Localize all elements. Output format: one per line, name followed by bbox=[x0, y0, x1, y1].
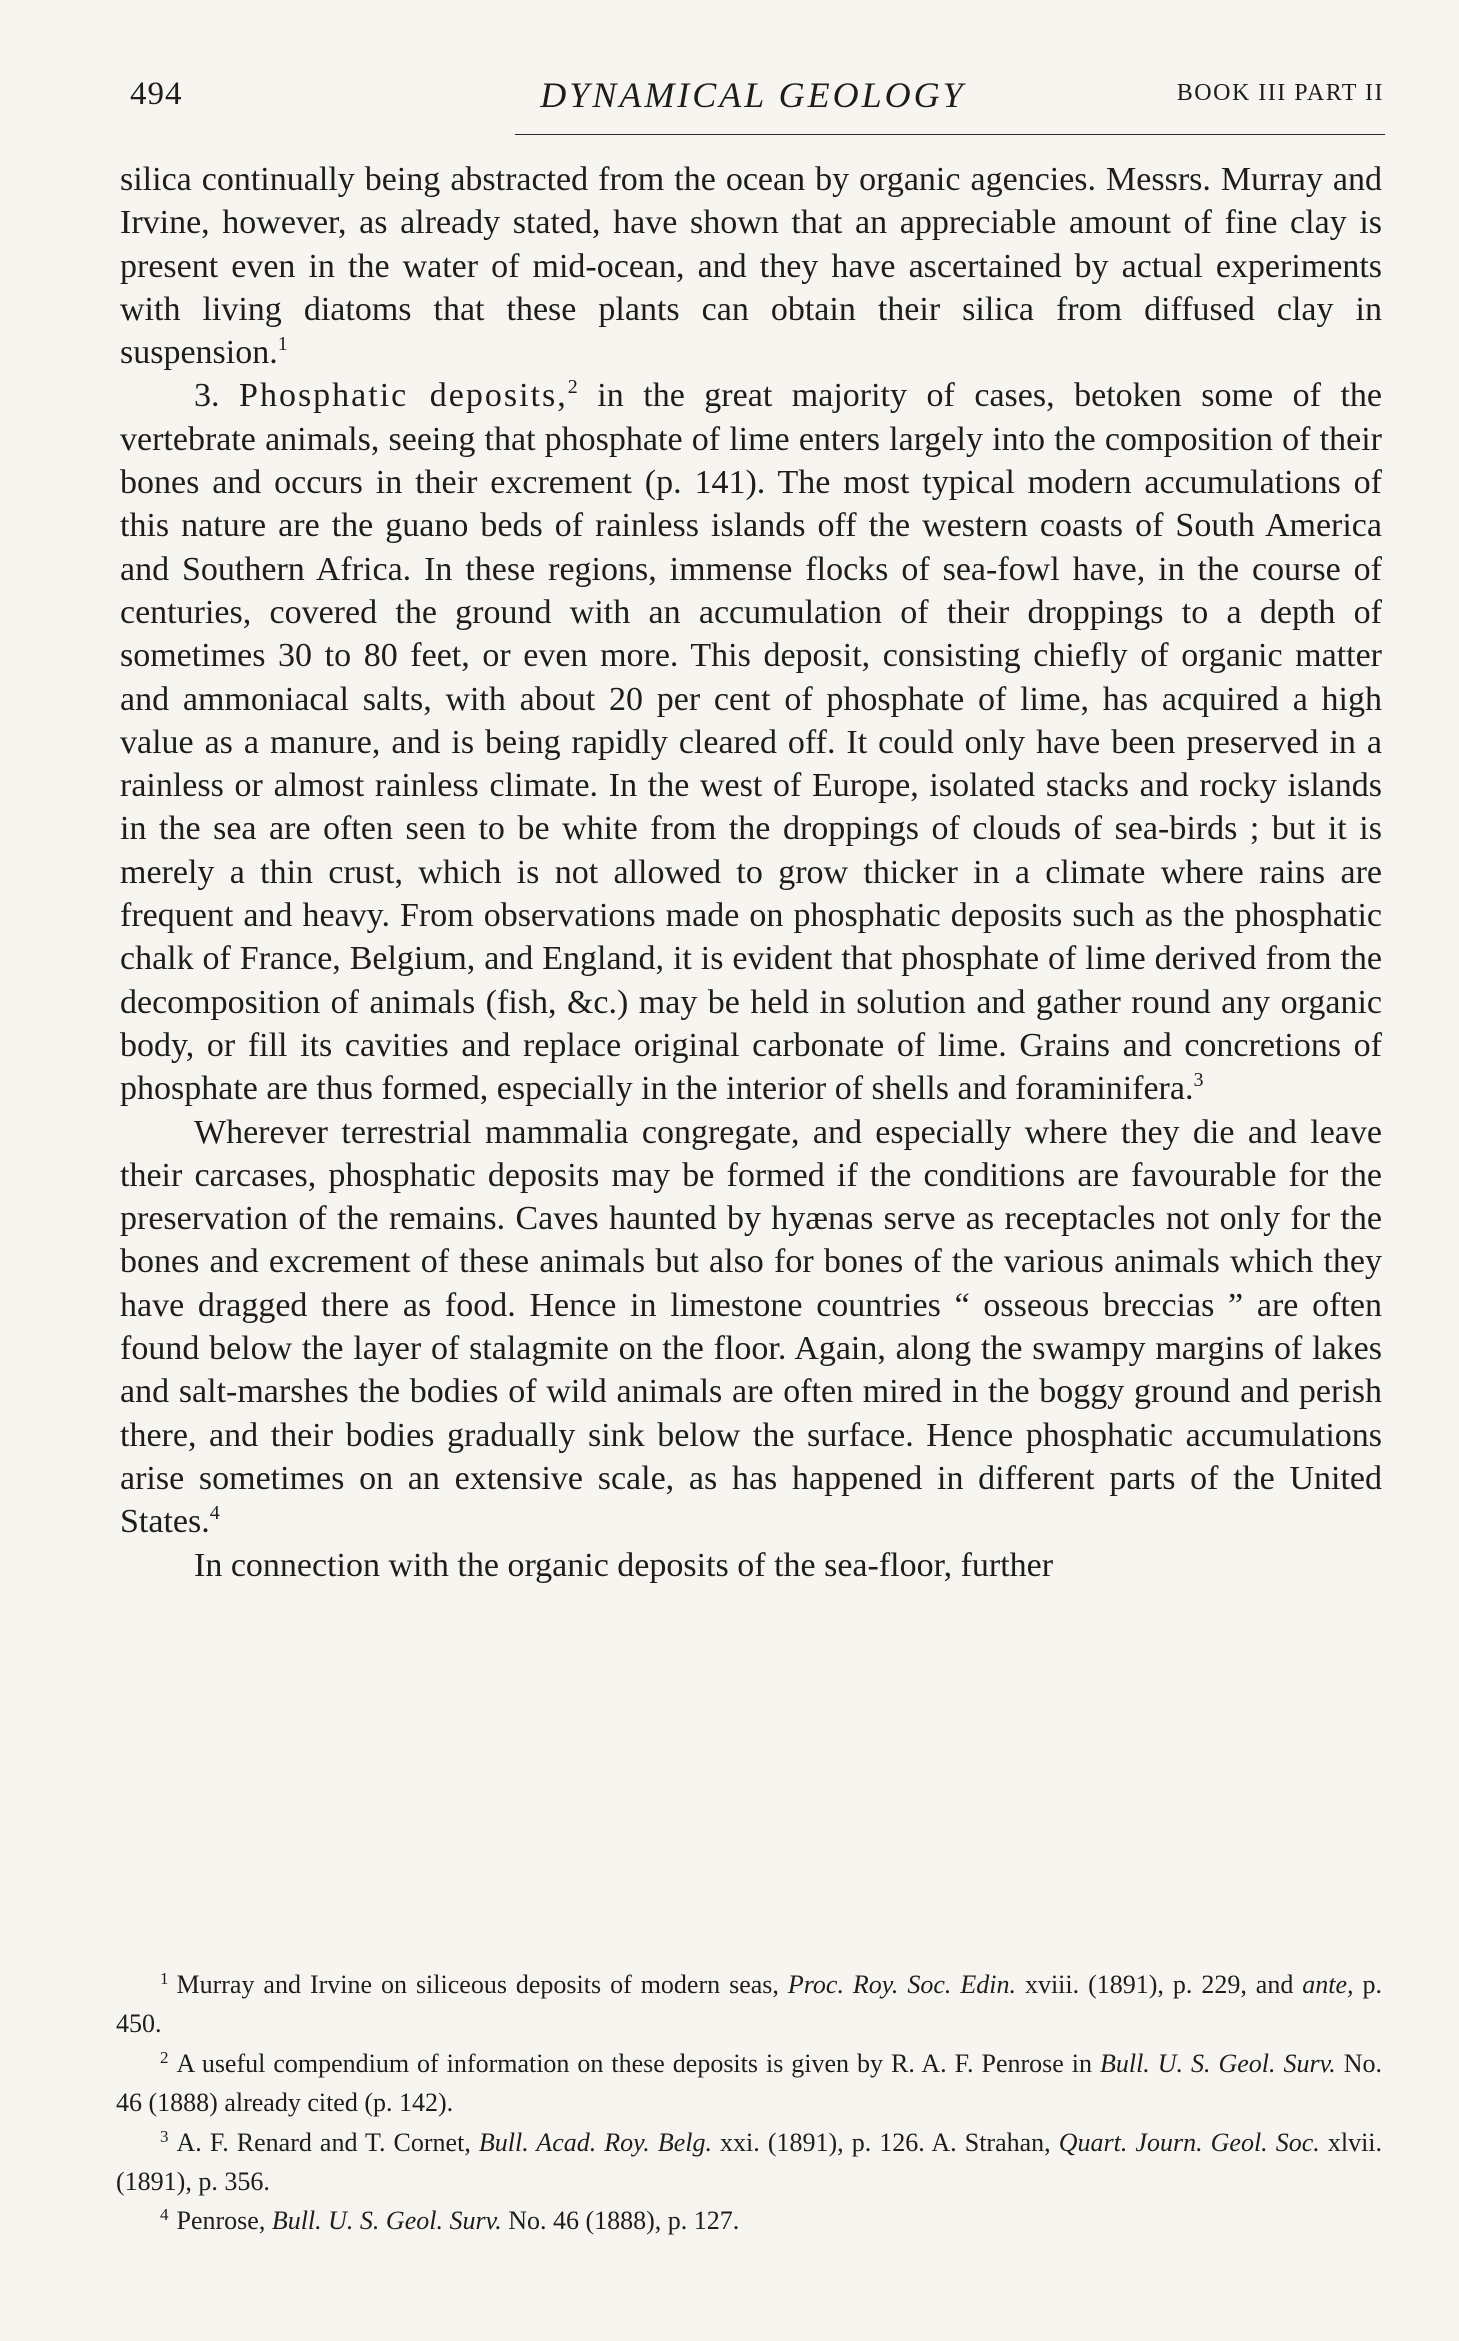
footnote-mark: 2 bbox=[160, 2047, 169, 2067]
running-title: DYNAMICAL GEOLOGY bbox=[540, 75, 966, 115]
footnotes bbox=[116, 1965, 1382, 2241]
footnote-text: xviii. (1891), p. 229, and bbox=[1015, 1970, 1303, 1999]
paragraph-text: In connection with the organic deposits of the sea-floor, further bbox=[194, 1546, 1054, 1584]
page-number: 494 bbox=[130, 76, 183, 112]
footnote-mark: 3 bbox=[160, 2126, 169, 2146]
paragraph-text: Wherever terrestrial mammalia congregate, and especially where they die and leave their carcases, phosphatic deposits may be formed if the conditions are favourable for the preservation of the remains. Caves haunted by hyænas serve as receptacles not only for the bones and excrement of these animals but also for bones of the various animals which they have dragged there as food. Hence in limestone countries “ osseous breccias ” are often found below the layer of stalagmite on the floor. Again, along the swampy margins of lakes and salt-marshes the bodies of wild animals are often mired in the boggy ground and perish there, and their bodies gradually sink below the surface. Hence phosphatic accumulations arise sometimes on an extensive scale, as has happened in different parts of the United States. bbox=[120, 1113, 1382, 1541]
section-heading: Phosphatic deposits, bbox=[239, 377, 568, 415]
citation-title: Bull. U. S. Geol. Surv. bbox=[1099, 2048, 1336, 2078]
footnote-text: xlvii. (1891), p. 356. bbox=[116, 2127, 1383, 2197]
footnote-text: xxi. (1891), p. 126. A. Strahan, bbox=[712, 2127, 1059, 2157]
footnote-ref: 3 bbox=[1193, 1069, 1204, 1092]
footnote-text: p. 450. bbox=[116, 1970, 1383, 2039]
footnote-text: A useful compendium of information on these deposits is given by R. A. F. Penrose in bbox=[176, 2048, 1100, 2078]
footnote-mark: 1 bbox=[160, 1969, 169, 1988]
citation-title: Bull. U. S. Geol. Surv. bbox=[271, 2206, 502, 2236]
footnote-text: A. F. Renard and T. Cornet, bbox=[176, 2127, 479, 2157]
paragraph-text: silica continually being abstracted from the ocean by organic agencies. Messrs. Murray and Irvine, however, as already stated, have shown that an appreciable amount of fine clay is present even in the water of mid-ocean, and they have ascertained by actual experiments with living diatoms that these plants can obtain their silica from diffused clay in suspension. bbox=[120, 161, 1382, 372]
footnote-text: No. 46 (1888) already cited (p. 142). bbox=[116, 2048, 1382, 2118]
footnote-ref: 4 bbox=[209, 1502, 220, 1525]
footnote-ref: 2 bbox=[567, 376, 578, 399]
header-rule bbox=[515, 134, 1385, 135]
footnote-text: Penrose, bbox=[176, 2206, 272, 2236]
paragraph-text: in the great majority of cases, betoken some of the vertebrate animals, seeing that phosphate of lime enters largely into the composition of their bones and occurs in their excrement (p. 141). The most typical modern accumulations of this nature are the guano beds of rainless islands off the western coasts of South America and Southern Africa. In these regions, immense flocks of sea-fowl have, in the course of centuries, covered the ground with an accumulation of their droppings to a depth of sometimes 30 to 80 feet, or even more. This deposit, consisting chiefly of organic matter and ammoniacal salts, with about 20 per cent of phosphate of lime, has acquired a high value as a manure, and is being rapidly cleared off. It could only have been preserved in a rainless or almost rainless climate. In the west of Europe, isolated stacks and rocky islands in the sea are often seen to be white from the droppings of clouds of sea-birds ; but it is merely a thin crust, which is not allowed to grow thicker in a climate where rains are frequent and heavy. From observations made on phosphatic deposits such as the phosphatic chalk of France, Belgium, and England, it is evident that phosphate of lime derived from the decomposition of animals (fish, &c.) may be held in solution and gather round any organic body, or fill its cavities and replace original carbonate of lime. Grains and concretions of phosphate are thus formed, especially in the interior of shells and foraminifera. bbox=[120, 377, 1382, 1108]
footnote-text: Murray and Irvine on siliceous deposits of modern seas, bbox=[176, 1970, 788, 1999]
body-text bbox=[120, 158, 1382, 1587]
footnote bbox=[116, 2044, 1382, 2123]
footnote-ref: 1 bbox=[277, 333, 288, 356]
citation-title: Proc. Roy. Soc. Edin. bbox=[787, 1970, 1016, 1999]
paragraph bbox=[120, 374, 1382, 1110]
paragraph bbox=[120, 158, 1382, 374]
section-number: 3. bbox=[194, 377, 220, 415]
footnote bbox=[116, 2201, 1382, 2240]
footnote bbox=[116, 2123, 1382, 2202]
citation-title: ante, bbox=[1302, 1970, 1354, 1999]
paragraph bbox=[120, 1544, 1382, 1587]
book-part-label: BOOK III PART II bbox=[1176, 80, 1384, 106]
paragraph bbox=[120, 1111, 1382, 1544]
running-header bbox=[122, 72, 1384, 122]
footnote-mark: 4 bbox=[160, 2205, 169, 2225]
citation-title: Bull. Acad. Roy. Belg. bbox=[478, 2127, 712, 2157]
citation-title: Quart. Journ. Geol. Soc. bbox=[1058, 2127, 1320, 2157]
footnote-text: No. 46 (1888), p. 127. bbox=[501, 2206, 740, 2236]
footnote bbox=[116, 1965, 1382, 2044]
